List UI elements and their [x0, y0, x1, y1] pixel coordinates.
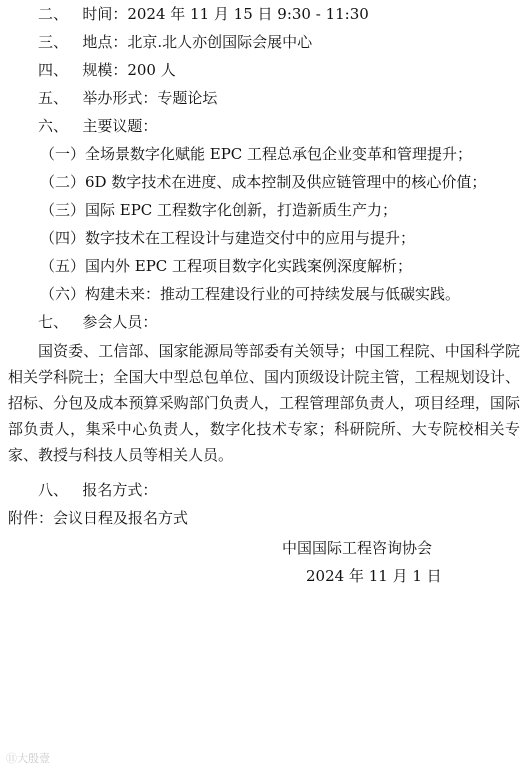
item-text: 举办形式：专题论坛 [82, 89, 218, 107]
signature-date: 2024 年 11 月 1 日 [306, 567, 442, 585]
signature-org: 中国国际工程咨询协会 [282, 539, 433, 557]
item-topics-heading [38, 116, 157, 136]
topic-5: （五）国内外 EPC 工程项目数字化实践案例深度解析； [40, 257, 413, 275]
item-time [38, 4, 369, 24]
watermark: ⑪大殷壹 [6, 752, 50, 765]
topic-6: （六）构建未来：推动工程建设行业的可持续发展与低碳实践。 [40, 285, 461, 303]
item-number: 四、 [38, 61, 69, 79]
item-number: 七、 [38, 313, 69, 331]
item-text: 时间：2024 年 11 月 15 日 9:30 - 11:30 [82, 5, 369, 23]
item-text: 参会人员： [82, 313, 158, 331]
item-format [38, 88, 217, 108]
item-text: 规模：200 人 [82, 61, 176, 79]
item-number: 五、 [38, 89, 69, 107]
topic-4: （四）数字技术在工程设计与建造交付中的应用与提升； [40, 229, 416, 247]
item-number: 二、 [38, 5, 69, 23]
attachment-note: 附件：会议日程及报名方式 [8, 509, 189, 527]
item-number: 六、 [38, 117, 69, 135]
topic-2: （二）6D 数字技术在进度、成本控制及供应链管理中的核心价值； [40, 173, 487, 191]
item-scale [38, 60, 176, 80]
item-location [38, 32, 312, 52]
item-participants-heading [38, 312, 157, 332]
topic-1: （一）全场景数字化赋能 EPC 工程总承包企业变革和管理提升； [40, 145, 473, 163]
item-text: 报名方式： [82, 481, 158, 499]
item-number: 八、 [38, 481, 69, 499]
topic-3: （三）国际 EPC 工程数字化创新，打造新质生产力； [40, 201, 398, 219]
participants-paragraph: 国资委、工信部、国家能源局等部委有关领导；中国工程院、中国科学院相关学科院士；全国大中型总包单位、国内顶级设计院主管，工程规划设计、招标、分包及成本预算采购部门负责人，工程管理部负责人，项目经理，国际部负责人，集采中心负责人，数字化技术专家；科研院所、大专院校相关专家、教授与科技人员等相关人员。 [8, 342, 520, 464]
item-number: 三、 [38, 33, 69, 51]
item-text: 地点：北京.北人亦创国际会展中心 [82, 33, 313, 51]
item-text: 主要议题： [82, 117, 158, 135]
item-registration [38, 480, 157, 500]
